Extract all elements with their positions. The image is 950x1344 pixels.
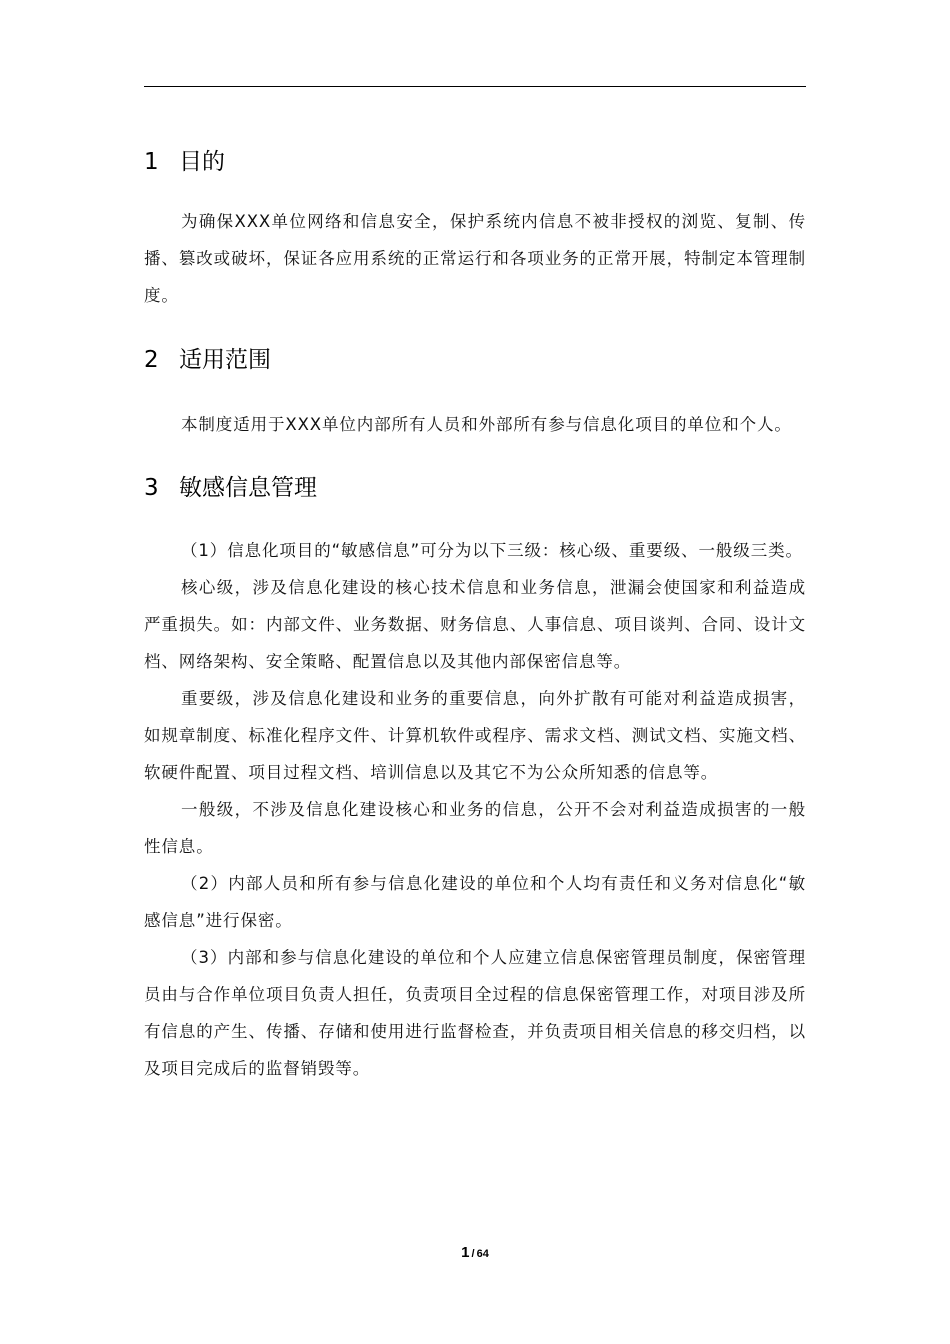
total-pages: 64 [476, 1248, 489, 1260]
paragraph-important-level: 重要级，涉及信息化建设和业务的重要信息，向外扩散有可能对利益造成损害，如规章制度、标准化程序文件、计算机软件或程序、需求文档、测试文档、实施文档、软硬件配置、项目过程文档、培训信息以及其它不为公众所知悉的信息等。 [144, 689, 806, 782]
section-heading-purpose [144, 140, 806, 184]
section-heading-sensitive-info [144, 466, 806, 510]
paragraph-general-level: 一般级，不涉及信息化建设核心和业务的信息，公开不会对利益造成损害的一般性信息。 [144, 800, 806, 856]
section-title: 敏感信息管理 [179, 475, 317, 501]
section-title: 适用范围 [179, 347, 271, 373]
page-separator: / [471, 1248, 475, 1260]
section-title: 目的 [179, 149, 225, 175]
paragraph-purpose: 为确保XXX单位网络和信息安全，保护系统内信息不被非授权的浏览、复制、传播、篡改或破坏，保证各应用系统的正常运行和各项业务的正常开展，特制定本管理制度。 [144, 212, 806, 305]
section-number: 3 [144, 475, 159, 501]
section-number: 2 [144, 347, 159, 373]
document-body [144, 140, 806, 1087]
paragraph-security-admin: （3）内部和参与信息化建设的单位和个人应建立信息保密管理员制度，保密管理员由与合作单位项目负责人担任，负责项目全过程的信息保密管理工作，对项目涉及所有信息的产生、传播、存储和使用进行监督检查，并负责项目相关信息的移交归档，以及项目完成后的监督销毁等。 [144, 948, 806, 1078]
page-number [0, 1244, 950, 1262]
section-number: 1 [144, 149, 159, 175]
section-heading-scope [144, 338, 806, 382]
current-page: 1 [461, 1244, 470, 1261]
header-rule [144, 86, 806, 87]
paragraph-scope: 本制度适用于XXX单位内部所有人员和外部所有参与信息化项目的单位和个人。 [181, 415, 792, 434]
paragraph-confidentiality-duty: （2）内部人员和所有参与信息化建设的单位和个人均有责任和义务对信息化“敏感信息”进行保密。 [144, 874, 806, 930]
paragraph-core-level: 核心级，涉及信息化建设的核心技术信息和业务信息，泄漏会使国家和利益造成严重损失。如：内部文件、业务数据、财务信息、人事信息、项目谈判、合同、设计文档、网络架构、安全策略、配置信息以及其他内部保密信息等。 [144, 578, 806, 671]
paragraph-levels: （1）信息化项目的“敏感信息”可分为以下三级：核心级、重要级、一般级三类。 [181, 541, 803, 560]
